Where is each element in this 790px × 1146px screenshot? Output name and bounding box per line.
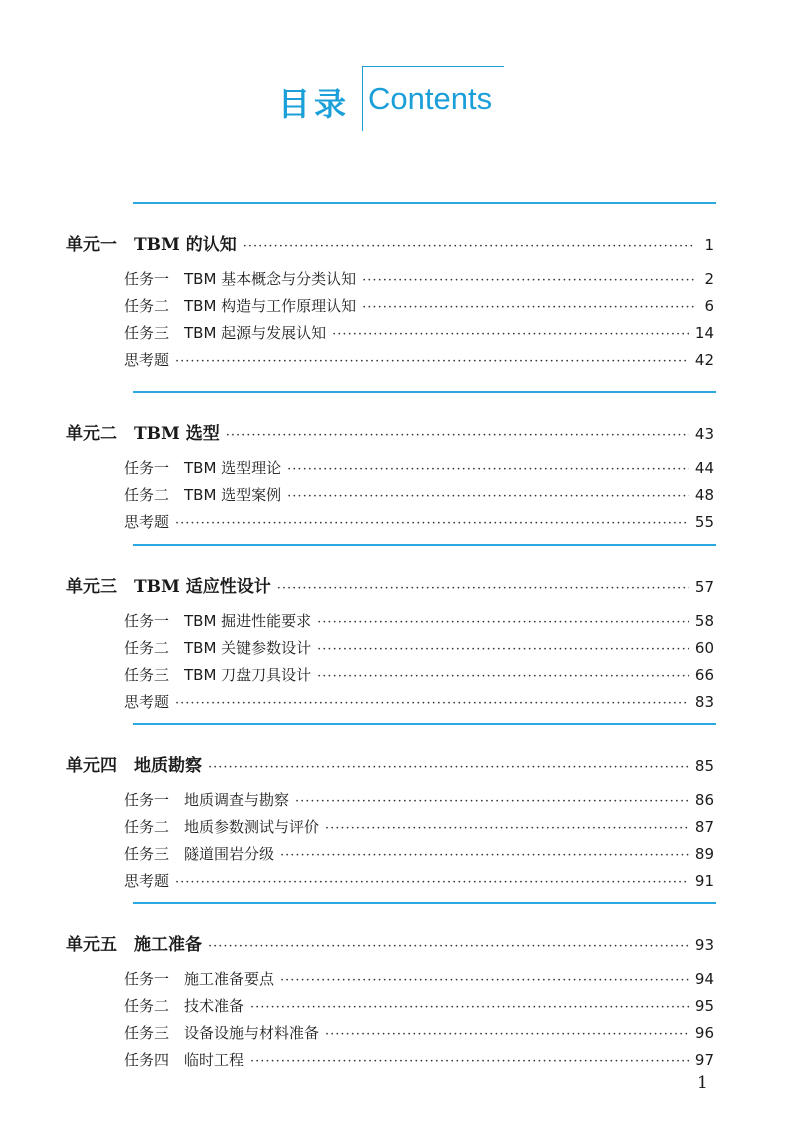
unit-entry-page-number: 1 [704,236,714,254]
task-entry-label: 思考题 [124,693,170,711]
task-entry[interactable] [124,511,714,532]
dot-leader [295,794,689,809]
title-chinese: 目录 [278,85,351,123]
section-divider [133,902,716,904]
task-entry-page-number: 66 [694,666,714,684]
dot-leader [362,273,694,288]
task-entry-page-number: 55 [694,513,714,531]
task-entry-label: 任务二 TBM 构造与工作原理认知 [124,297,357,315]
task-entry[interactable] [124,664,714,685]
dot-leader [317,615,689,630]
dot-leader [317,642,689,657]
task-entry-label: 任务一 TBM 基本概念与分类认知 [124,270,357,288]
task-entry[interactable] [124,610,714,631]
task-entry-label: 任务三 隧道围岩分级 [124,845,275,863]
task-entry-page-number: 83 [694,693,714,711]
unit-entry-page-number: 43 [694,425,714,443]
unit-entry-label: 单元三 TBM 适应性设计 [66,577,271,597]
dot-leader [332,327,689,342]
task-entry[interactable] [124,816,714,837]
dot-leader [317,669,689,684]
task-entry[interactable] [124,349,714,370]
task-entry-label: 任务三 设备设施与材料准备 [124,1024,320,1042]
unit-entry-page-number: 57 [694,578,714,596]
section-divider [133,202,716,204]
title-english: Contents [368,81,493,116]
task-entry[interactable] [124,295,714,316]
unit-entry[interactable] [66,751,714,776]
task-entry-label: 任务二 地质参数测试与评价 [124,818,320,836]
task-entry-page-number: 95 [694,997,714,1015]
task-entry[interactable] [124,1022,714,1043]
unit-entry[interactable] [66,230,714,255]
task-entry-page-number: 42 [694,351,714,369]
unit-entry-page-number: 85 [694,757,714,775]
task-entry-label: 思考题 [124,351,170,369]
task-entry-page-number: 58 [694,612,714,630]
unit-entry[interactable] [66,930,714,955]
task-entry-label: 任务一 施工准备要点 [124,970,275,988]
task-entry-label: 任务三 TBM 起源与发展认知 [124,324,327,342]
unit-entry-label: 单元四 地质勘察 [66,756,202,776]
task-entry-page-number: 48 [694,486,714,504]
task-entry[interactable] [124,789,714,810]
dot-leader [226,428,689,443]
task-entry-page-number: 86 [694,791,714,809]
task-entry-label: 任务二 TBM 关键参数设计 [124,639,312,657]
dot-leader [208,939,689,954]
task-entry[interactable] [124,843,714,864]
task-entry-page-number: 60 [694,639,714,657]
dot-leader [280,973,689,988]
section-divider [133,544,716,546]
task-entry-label: 任务一 地质调查与勘察 [124,791,290,809]
unit-entry-page-number: 93 [694,936,714,954]
toc-header [0,66,790,132]
task-entry-page-number: 89 [694,845,714,863]
dot-leader [277,581,689,596]
task-entry[interactable] [124,457,714,478]
task-entry-label: 任务四 临时工程 [124,1051,245,1069]
task-entry-label: 思考题 [124,513,170,531]
task-entry-page-number: 14 [694,324,714,342]
dot-leader [287,489,689,504]
dot-leader [287,462,689,477]
task-entry[interactable] [124,484,714,505]
page-number: 1 [697,1073,708,1093]
task-entry-page-number: 44 [694,459,714,477]
dot-leader [175,516,689,531]
unit-entry-label: 单元一 TBM 的认知 [66,235,237,255]
task-entry[interactable] [124,968,714,989]
task-entry-page-number: 6 [704,297,714,315]
dot-leader [325,821,689,836]
dot-leader [250,1000,689,1015]
task-entry[interactable] [124,691,714,712]
dot-leader [208,760,689,775]
task-entry-page-number: 87 [694,818,714,836]
task-entry[interactable] [124,322,714,343]
dot-leader [243,239,694,254]
dot-leader [175,354,689,369]
task-entry[interactable] [124,1049,714,1070]
task-entry-page-number: 91 [694,872,714,890]
dot-leader [280,848,689,863]
dot-leader [362,300,694,315]
unit-entry[interactable] [66,419,714,444]
task-entry[interactable] [124,637,714,658]
unit-entry-label: 单元五 施工准备 [66,935,202,955]
section-divider [133,723,716,725]
section-divider [133,391,716,393]
task-entry-page-number: 2 [704,270,714,288]
dot-leader [325,1027,689,1042]
task-entry[interactable] [124,995,714,1016]
task-entry-page-number: 97 [694,1051,714,1069]
unit-entry[interactable] [66,572,714,597]
task-entry-label: 任务三 TBM 刀盘刀具设计 [124,666,312,684]
task-entry-label: 思考题 [124,872,170,890]
task-entry-label: 任务一 TBM 选型理论 [124,459,282,477]
task-entry-label: 任务二 TBM 选型案例 [124,486,282,504]
task-entry[interactable] [124,870,714,891]
task-entry-label: 任务二 技术准备 [124,997,245,1015]
task-entry-label: 任务一 TBM 掘进性能要求 [124,612,312,630]
task-entry[interactable] [124,268,714,289]
dot-leader [175,696,689,711]
dot-leader [175,875,689,890]
unit-entry-label: 单元二 TBM 选型 [66,424,220,444]
task-entry-page-number: 96 [694,1024,714,1042]
dot-leader [250,1054,689,1069]
task-entry-page-number: 94 [694,970,714,988]
